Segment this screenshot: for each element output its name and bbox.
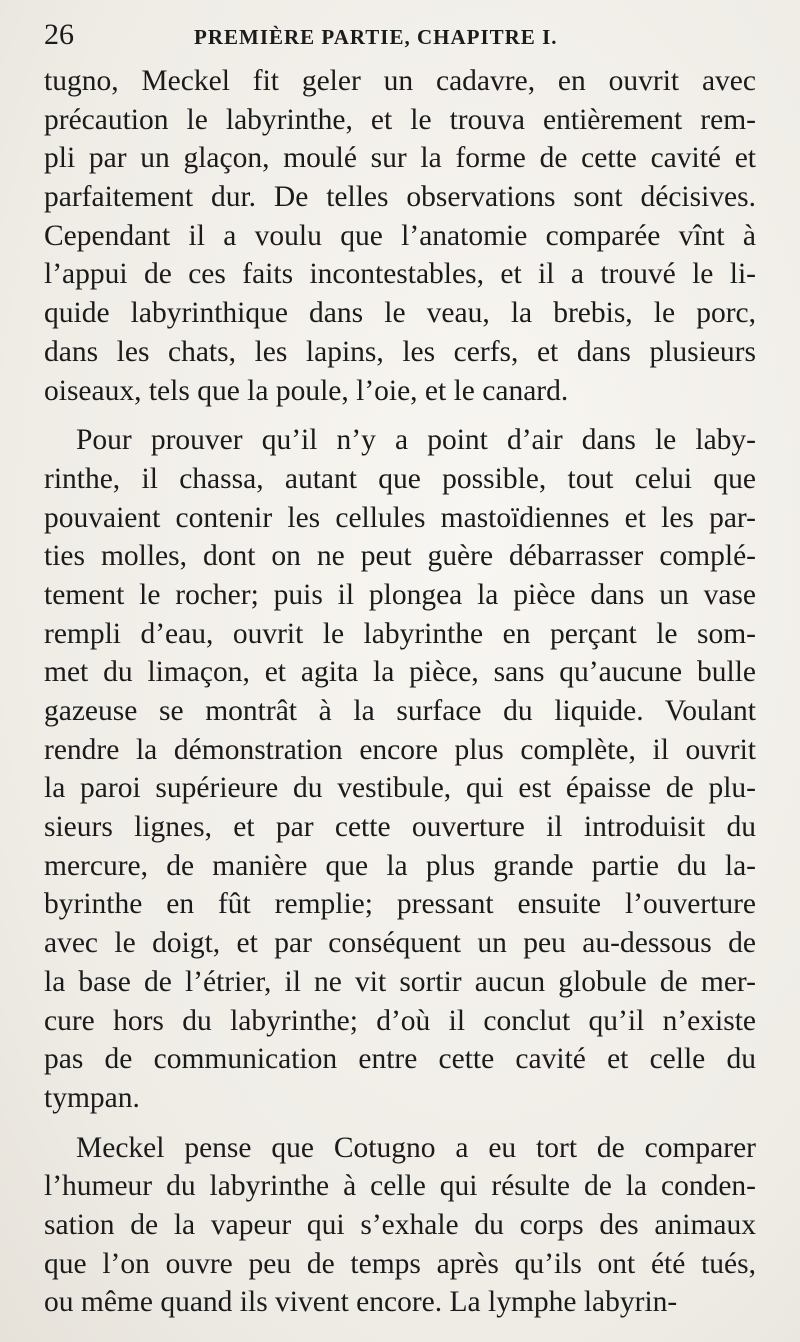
- text-line: l’appui de ces faits incontestables, et il a trouvé le li-: [44, 258, 756, 291]
- running-head: [44, 18, 756, 62]
- text-line: oiseaux, tels que la poule, l’oie, et le canard.: [44, 374, 569, 407]
- text-line: tugno, Meckel fit geler un cadavre, en ouvrit avec: [44, 65, 756, 97]
- paragraph-gap: [44, 1118, 756, 1129]
- text-line: tympan.: [44, 1081, 140, 1114]
- text-line: parfaitement dur. De telles observations sont décisives.: [44, 181, 756, 214]
- text-line: précaution le labyrinthe, et le trouva entièrement rem-: [44, 103, 756, 136]
- body-text: [44, 62, 756, 1322]
- text-line: que l’on ouvre peu de temps après qu’ils ont été tués,: [44, 1247, 756, 1280]
- text-line: la base de l’étrier, il ne vit sortir aucun globule de mer-: [44, 965, 756, 998]
- text-line: rendre la démonstration encore plus complète, il ouvrit: [44, 733, 756, 766]
- text-line: cure hors du labyrinthe; d’où il conclut qu’il n’existe: [44, 1004, 756, 1037]
- text-line: pli par un glaçon, moulé sur la forme de cette cavité et: [44, 142, 756, 175]
- paragraph-gap: [44, 410, 756, 421]
- text-line: met du limaçon, et agita la pièce, sans qu’aucune bulle: [44, 656, 756, 689]
- text-line: quide labyrinthique dans le veau, la brebis, le porc,: [44, 297, 756, 330]
- text-line: ties molles, dont on ne peut guère débarrasser complé-: [44, 540, 756, 573]
- text-line: pouvaient contenir les cellules mastoïdiennes et les par-: [44, 501, 756, 534]
- text-line: avec le doigt, et par conséquent un peu au-dessous de: [44, 927, 756, 960]
- text-line: mercure, de manière que la plus grande partie du la-: [44, 849, 756, 882]
- text-line: rempli d’eau, ouvrit le labyrinthe en perçant le som-: [44, 617, 756, 650]
- text-line: gazeuse se montrât à la surface du liquide. Voulant: [44, 695, 756, 727]
- text-line: sieurs lignes, et par cette ouverture il introduisit du: [44, 811, 756, 844]
- paragraph: [44, 1129, 756, 1322]
- text-line: pas de communication entre cette cavité et celle du: [44, 1043, 756, 1076]
- text-line: Meckel pense que Cotugno a eu tort de comparer: [76, 1131, 756, 1164]
- text-line: l’humeur du labyrinthe à celle qui résulte de la conden-: [44, 1170, 756, 1203]
- text-line: rinthe, il chassa, autant que possible, tout celui que: [44, 462, 756, 495]
- text-line: tement le rocher; puis il plongea la pièce dans un vase: [44, 578, 756, 611]
- text-line: dans les chats, les lapins, les cerfs, et dans plusieurs: [44, 335, 756, 368]
- text-line: ou même quand ils vivent encore. La lymphe labyrin-: [44, 1286, 678, 1319]
- paragraph: [44, 62, 756, 410]
- text-line: la paroi supérieure du vestibule, qui est épaisse de plu-: [44, 772, 756, 805]
- text-line: Cependant il a voulu que l’anatomie comparée vînt à: [44, 219, 756, 252]
- text-line: byrinthe en fût remplie; pressant ensuite l’ouverture: [44, 888, 756, 921]
- paragraph: [44, 421, 756, 1117]
- text-line: sation de la vapeur qui s’exhale du corps des animaux: [44, 1208, 756, 1241]
- running-title: PREMIÈRE PARTIE, CHAPITRE I.: [194, 25, 558, 49]
- page-number: 26: [44, 18, 74, 51]
- text-line: Pour prouver qu’il n’y a point d’air dans le laby-: [76, 424, 756, 457]
